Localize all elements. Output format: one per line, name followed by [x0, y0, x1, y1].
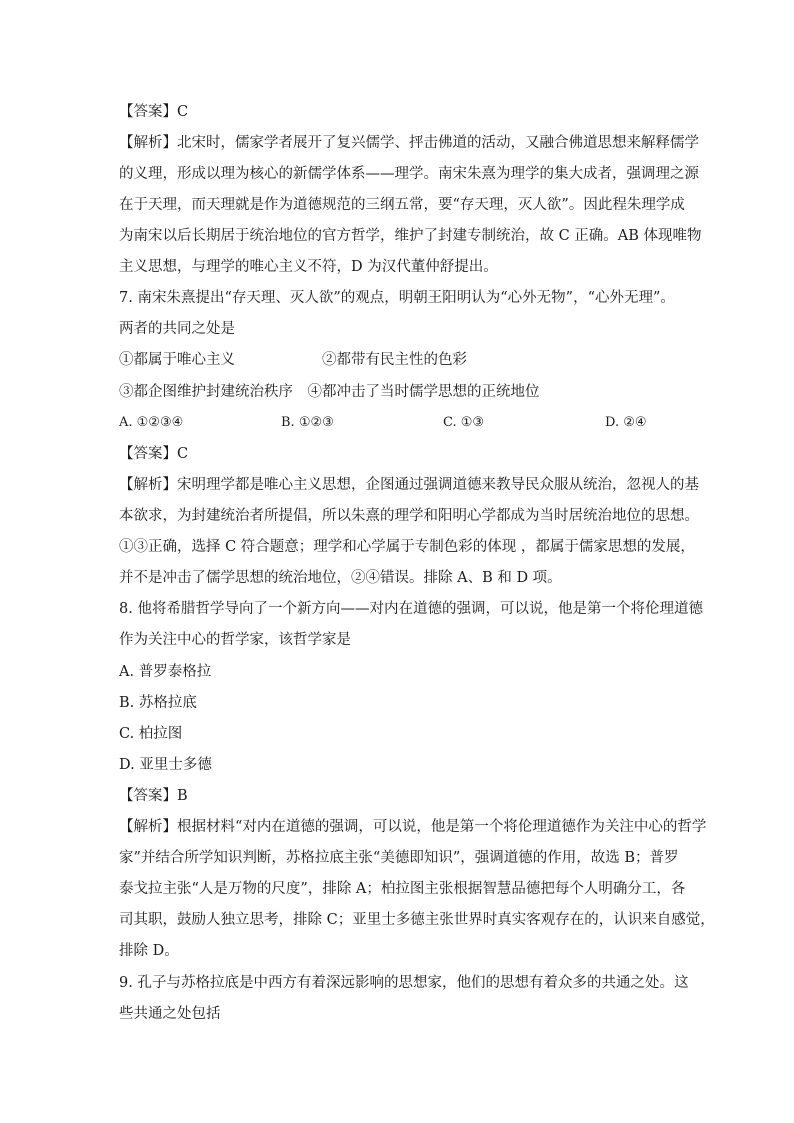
analysis-text: 【解析】根据材料“对内在道德的强调，可以说，他是第一个将伦理道德作为关注中心的哲学 [119, 819, 707, 835]
analysis-text: ①③正确，选择 C 符合题意；理学和心学属于专制色彩的体现 ，都属于儒家思想的发展， [119, 539, 695, 555]
analysis-text: 排除 D。 [119, 943, 179, 959]
option-a: A. ①②③④ [119, 415, 184, 430]
question-8-stem: 作为关注中心的哲学家，该哲学家是 [119, 632, 351, 648]
question-7-stem: 7. 南宋朱熹提出“存天理、灭人欲”的观点，明朝王阳明认为“心外无物”，“心外无理”。 [119, 290, 675, 306]
analysis-text: 家”并结合所学知识判断，苏格拉底主张“美德即知识”，强调道德的作用，故选 B；普罗 [119, 850, 679, 866]
question-7-statements: ①都属于唯心主义 ②都带有民主性的色彩 [119, 352, 467, 368]
option-b: B. ①②③ [281, 415, 334, 430]
option-b: B. 苏格拉底 [119, 695, 197, 711]
option-d: D. 亚里士多德 [119, 757, 212, 773]
analysis-text: 在于天理，而天理就是作为道德规范的三纲五常，要“存天理，灭人欲”。因此程朱理学成 [119, 197, 685, 213]
option-c: C. ①③ [443, 415, 485, 430]
question-8-stem: 8. 他将希腊哲学导向了一个新方向——对内在道德的强调，可以说，他是第一个将伦理道德 [119, 601, 703, 617]
analysis-text: 泰戈拉主张“人是万物的尺度”，排除 A；柏拉图主张根据智慧品德把每个人明确分工，各 [119, 881, 686, 897]
question-7-stem: 两者的共同之处是 [119, 321, 235, 337]
question-9-stem: 些共通之处包括 [119, 1006, 221, 1022]
analysis-text: 【解析】北宋时，儒家学者展开了复兴儒学、抨击佛道的活动，又融合佛道思想来解释儒学 [119, 135, 699, 151]
analysis-text: 的义理，形成以理为核心的新儒学体系——理学。南宋朱熹为理学的集大成者，强调理之源 [119, 166, 699, 182]
question-9-stem: 9. 孔子与苏格拉底是中西方有着深远影响的思想家，他们的思想有着众多的共通之处。这 [119, 975, 689, 991]
answer-label: 【答案】B [119, 788, 188, 804]
analysis-text: 司其职，鼓励人独立思考，排除 C；亚里士多德主张世界时真实客观存在的，认识来自感觉， [119, 912, 715, 928]
answer-label: 【答案】C [119, 446, 189, 462]
analysis-text: 本欲求，为封建统治者所提倡，所以朱熹的理学和阳明心学都成为当时居统治地位的思想。 [119, 508, 699, 524]
option-d: D. ②④ [605, 415, 647, 430]
option-a: A. 普罗泰格拉 [119, 664, 212, 680]
question-7-statements: ③都企图维护封建统治秩序 ④都冲击了当时儒学思想的正统地位 [119, 384, 540, 400]
answer-label: 【答案】C [119, 104, 189, 120]
analysis-text: 【解析】宋明理学都是唯心主义思想，企图通过强调道德来教导民众服从统治，忽视人的基 [119, 477, 699, 493]
option-c: C. 柏拉图 [119, 726, 183, 742]
analysis-text: 并不是冲击了儒学思想的统治地位，②④错误。排除 A、B 和 D 项。 [119, 570, 562, 586]
analysis-text: 主义思想，与理学的唯心主义不符，D 为汉代董仲舒提出。 [119, 259, 498, 275]
analysis-text: 为南宋以后长期居于统治地位的官方哲学，维护了封建专制统治，故 C 正确。AB 体现唯物 [119, 228, 702, 244]
